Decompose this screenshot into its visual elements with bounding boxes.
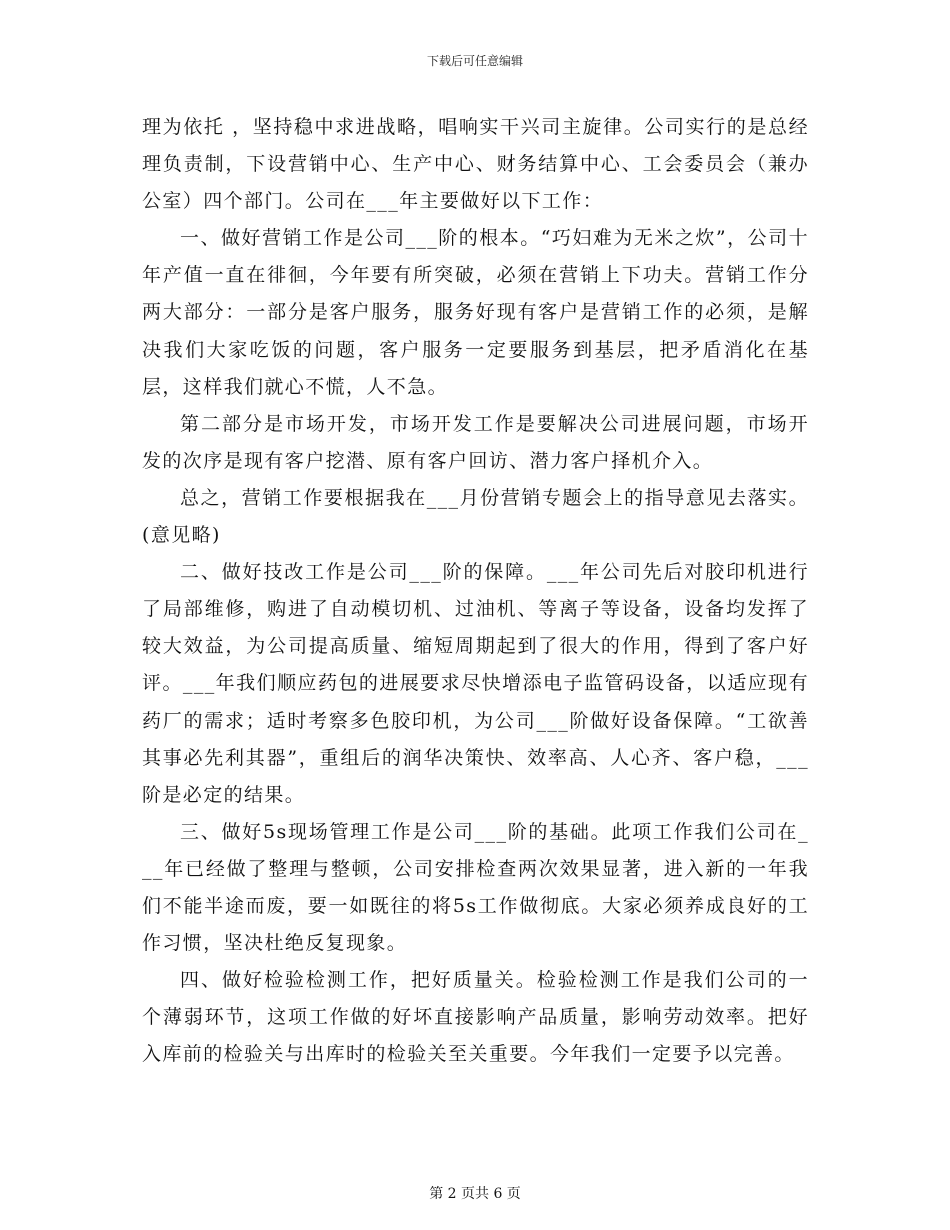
page-header: 下载后可任意编辑 <box>426 54 523 68</box>
paragraph-quality-inspection: 四、做好检验检测工作，把好质量关。检验检测工作是我们公司的一个薄弱环节，这项工作做的好坏直接影响产品质量，影响劳动效率。把好入库前的检验关与出库时的检验关至关重要。今年我们一定要予以完善。 <box>142 969 809 1066</box>
document-body <box>142 109 809 1073</box>
paragraph-marketing: 一、做好营销工作是公司___阶的根本。“巧妇难为无米之炊”，公司十年产值一直在徘徊，今年要有所突破，必须在营销上下功夫。营销工作分两大部分：一部分是客户服务，服务好现有客户是营销工作的必须，是解决我们大家吃饭的问题，客户服务一定要服务到基层，把矛盾消化在基层，这样我们就心不慌，人不急。 <box>142 227 809 398</box>
paragraph-tech-upgrade: 二、做好技改工作是公司___阶的保障。___年公司先后对胶印机进行了局部维修，购进了自动模切机、过油机、等离子等设备，设备均发挥了较大效益，为公司提高质量、缩短周期起到了很大的作用，得到了客户好评。___年我们顺应药包的进展要求尽快增添电子监管码设备，以适应现有药厂的需求；适时考察多色胶印机，为公司___阶做好设备保障。“工欲善其事必先利其器”，重组后的润华决策快、效率高、人心齐、客户稳，___阶是必定的结果。 <box>142 561 809 806</box>
paragraph-market-development: 第二部分是市场开发，市场开发工作是要解决公司进展问题，市场开发的次序是现有客户挖潜、原有客户回访、潜力客户择机介入。 <box>142 412 809 472</box>
paragraph-intro: 理为依托 ，坚持稳中求进战略，唱响实干兴司主旋律。公司实行的是总经理负责制，下设营销中心、生产中心、财务结算中心、工会委员会（兼办公室）四个部门。公司在___年主要做好以下工作： <box>142 116 809 213</box>
page-number-footer: 第 2 页共 6 页 <box>429 1186 521 1202</box>
paragraph-5s-management: 三、做好5s现场管理工作是公司___阶的基础。此项工作我们公司在___年已经做了整理与整顿，公司安排检查两次效果显著，进入新的一年我们不能半途而废，要一如既往的将5s工作做彻底。大家必须养成良好的工作习惯，坚决杜绝反复现象。 <box>142 820 809 955</box>
paragraph-summary: 总之，营销工作要根据我在___月份营销专题会上的指导意见去落实。(意见略) <box>142 486 809 547</box>
